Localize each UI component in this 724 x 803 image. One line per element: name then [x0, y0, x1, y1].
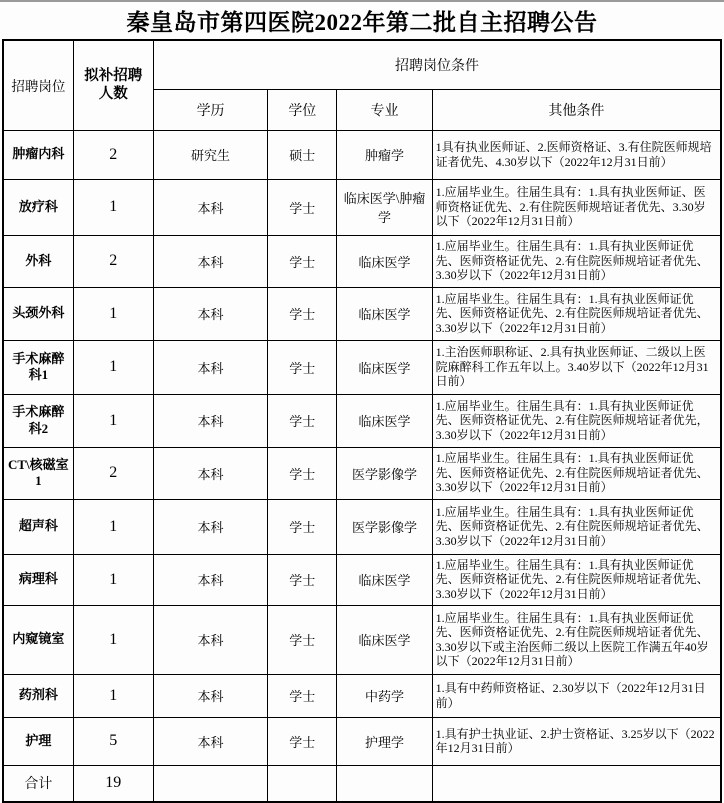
cell-position: 手术麻醉科1	[3, 340, 73, 394]
cell-major: 医学影像学	[337, 447, 432, 499]
table-row	[3, 605, 721, 674]
cell-education: 本科	[153, 235, 267, 287]
cell-education: 本科	[153, 447, 267, 499]
cell-other-conditions: 1.应届毕业生。往届生具有：1.具有执业医师证优先、医师资格证优先、2.有住院医师规培证者优先、3.30岁以下或主治医师二级以上医院工作满五年40岁以下（2022年12月31日前）	[432, 605, 721, 674]
cell-education: 本科	[153, 179, 267, 235]
cell-other-conditions: 1.具有中药师资格证、2.30岁以下（2022年12月31日前）	[432, 674, 721, 717]
cell-position: 护理	[3, 717, 73, 765]
cell-degree: 学士	[268, 499, 337, 554]
cell-degree: 学士	[268, 717, 337, 765]
cell-position: CT\核磁室1	[3, 447, 73, 499]
header-degree: 学位	[268, 89, 337, 130]
cell-position: 病理科	[3, 554, 73, 605]
cell-major: 临床医学	[337, 394, 432, 447]
cell-education: 本科	[153, 605, 267, 674]
cell-empty	[153, 765, 267, 802]
cell-degree: 学士	[268, 674, 337, 717]
header-education: 学历	[153, 89, 267, 130]
table-row	[3, 674, 721, 717]
table-header	[3, 40, 721, 130]
cell-other-conditions: 1.应届毕业生。往届生具有：1.具有执业医师证优先、医师资格证优先、2.有住院医师规培证者优先、3.30岁以下（2022年12月31日前）	[432, 499, 721, 554]
cell-degree: 学士	[268, 394, 337, 447]
cell-major: 临床医学\肿瘤学	[337, 179, 432, 235]
cell-major: 临床医学	[337, 235, 432, 287]
cell-other-conditions: 1.主治医师职称证、2.具有执业医师证、二级以上医院麻醉科工作五年以上。3.40岁以下（2022年12月31日前）	[432, 340, 721, 394]
cell-empty	[337, 765, 432, 802]
cell-major: 临床医学	[337, 554, 432, 605]
cell-degree: 学士	[268, 340, 337, 394]
cell-education: 本科	[153, 554, 267, 605]
cell-education: 本科	[153, 717, 267, 765]
cell-count: 1	[73, 340, 153, 394]
cell-total-count: 19	[73, 765, 153, 802]
cell-major: 临床医学	[337, 605, 432, 674]
cell-major: 临床医学	[337, 340, 432, 394]
cell-education: 本科	[153, 287, 267, 340]
cell-other-conditions: 1.应届毕业生。往届生具有：1.具有执业医师证优先、医师资格证优先、2.有住院医师规培证者优先、3.30岁以下（2022年12月31日前）	[432, 235, 721, 287]
page-title: 秦皇岛市第四医院2022年第二批自主招聘公告	[126, 10, 598, 35]
cell-position: 药剂科	[3, 674, 73, 717]
cell-count: 5	[73, 717, 153, 765]
cell-count: 1	[73, 394, 153, 447]
cell-position: 头颈外科	[3, 287, 73, 340]
cell-other-conditions: 1.应届毕业生。往届生具有：1.具有执业医师证优先、医师资格证优先、2.有住院医师规培证者优先、3.30岁以下（2022年12月31日前）	[432, 287, 721, 340]
cell-position: 肿瘤内科	[3, 130, 73, 179]
recruitment-table	[2, 39, 722, 803]
cell-other-conditions: 1具有执业医师证、2.医师资格证、3.有住院医师规培证者优先、4.30岁以下（2022年12月31日前）	[432, 130, 721, 179]
cell-count: 2	[73, 447, 153, 499]
cell-education: 本科	[153, 499, 267, 554]
cell-total-label: 合计	[3, 765, 73, 802]
cell-position: 手术麻醉科2	[3, 394, 73, 447]
cell-degree: 学士	[268, 605, 337, 674]
cell-count: 1	[73, 674, 153, 717]
cell-degree: 硕士	[268, 130, 337, 179]
cell-major: 护理学	[337, 717, 432, 765]
cell-empty	[432, 765, 721, 802]
table-row	[3, 340, 721, 394]
table-row	[3, 394, 721, 447]
cell-count: 2	[73, 130, 153, 179]
cell-major: 临床医学	[337, 287, 432, 340]
header-conditions-group: 招聘岗位条件	[153, 40, 721, 89]
cell-empty	[268, 765, 337, 802]
table-row	[3, 554, 721, 605]
cell-position: 内窥镜室	[3, 605, 73, 674]
table-row	[3, 179, 721, 235]
table-row	[3, 717, 721, 765]
table-row	[3, 499, 721, 554]
header-other: 其他条件	[432, 89, 721, 130]
cell-count: 2	[73, 235, 153, 287]
cell-other-conditions: 1.应届毕业生。往届生具有：1.具有执业医师证优先、医师资格证优先、2.有住院医师规培证者优先，3.30岁以下（2022年12月31日前）	[432, 394, 721, 447]
cell-education: 本科	[153, 340, 267, 394]
cell-education: 研究生	[153, 130, 267, 179]
cell-major: 医学影像学	[337, 499, 432, 554]
table-row	[3, 235, 721, 287]
table-row	[3, 287, 721, 340]
cell-position: 超声科	[3, 499, 73, 554]
cell-other-conditions: 1.应届毕业生。往届生具有：1.具有执业医师证优先、医师资格证优先、2.有住院医师规培证者优先、3.30岁以下（2022年12月31日前）	[432, 554, 721, 605]
cell-degree: 学士	[268, 179, 337, 235]
cell-degree: 学士	[268, 287, 337, 340]
cell-other-conditions: 1.具有护士执业证、2.护士资格证、3.25岁以下（2022年12月31日前）	[432, 717, 721, 765]
cell-education: 本科	[153, 674, 267, 717]
cell-count: 1	[73, 554, 153, 605]
table-row	[3, 447, 721, 499]
table-body	[3, 130, 721, 802]
header-count: 拟补招聘人数	[73, 40, 153, 130]
cell-other-conditions: 1.应届毕业生。往届生具有：1.具有执业医师证优先、医师资格证优先、2.有住院医师规培证者优先、3.30岁以下（2022年12月31日前）	[432, 447, 721, 499]
table-row	[3, 130, 721, 179]
header-position: 招聘岗位	[3, 40, 73, 130]
total-row	[3, 765, 721, 802]
cell-major: 中药学	[337, 674, 432, 717]
cell-count: 1	[73, 499, 153, 554]
cell-position: 外科	[3, 235, 73, 287]
cell-other-conditions: 1.应届毕业生。往届生具有：1.具有执业医师证、医师资格证优先、2.有住院医师规培证者优先、3.30岁以下（2022年12月31日前）	[432, 179, 721, 235]
cell-count: 1	[73, 179, 153, 235]
cell-count: 1	[73, 605, 153, 674]
cell-education: 本科	[153, 394, 267, 447]
cell-degree: 学士	[268, 447, 337, 499]
cell-major: 肿瘤学	[337, 130, 432, 179]
cell-degree: 学士	[268, 554, 337, 605]
cell-position: 放疗科	[3, 179, 73, 235]
cell-degree: 学士	[268, 235, 337, 287]
cell-count: 1	[73, 287, 153, 340]
header-major: 专业	[337, 89, 432, 130]
